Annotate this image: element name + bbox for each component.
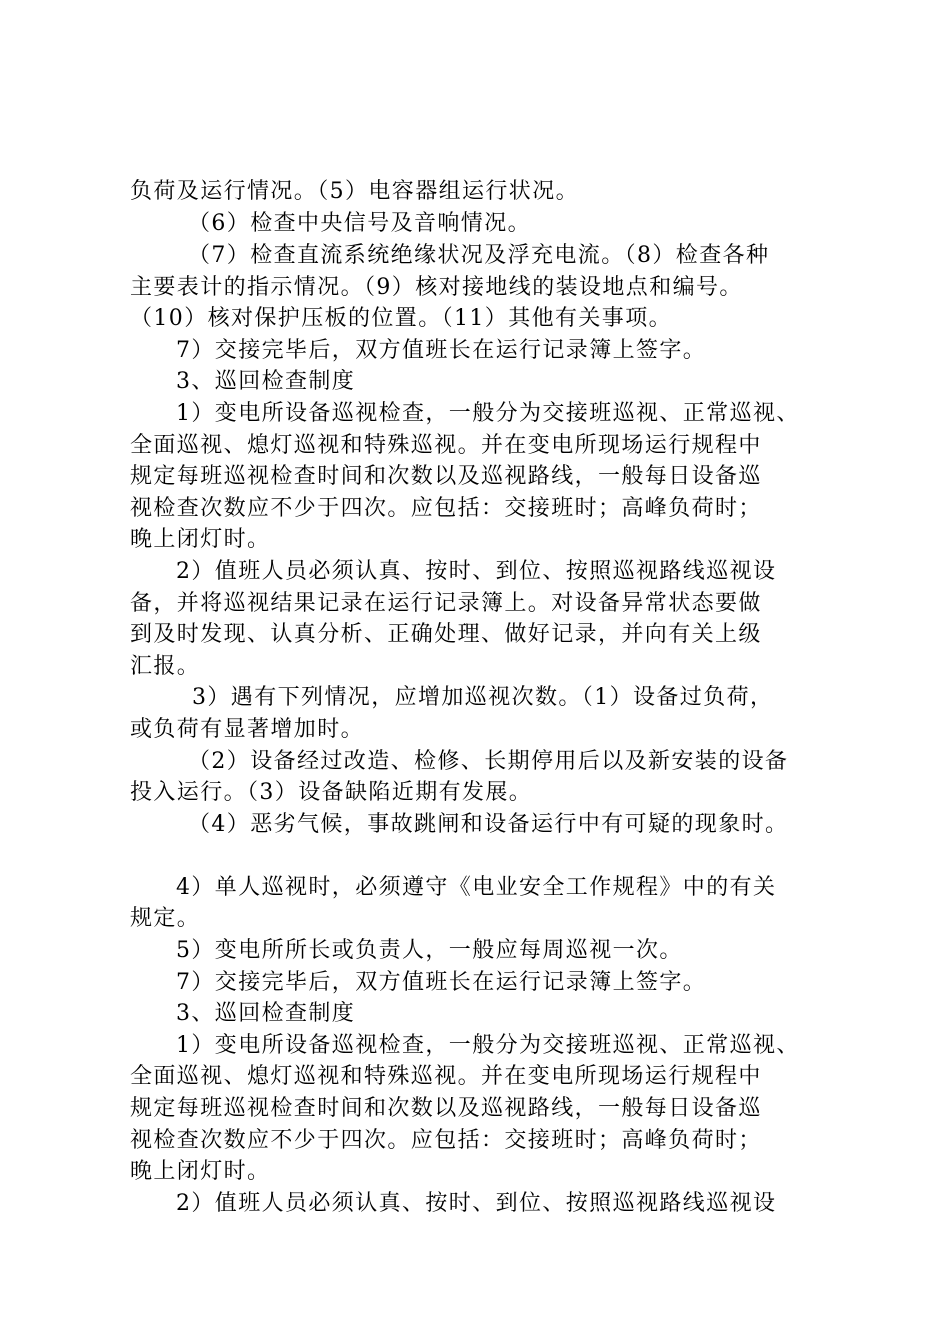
text-line: 负荷及运行情况。（5）电容器组运行状况。 [130,179,579,204]
text-line: 2）值班人员必须认真、按时、到位、按照巡视路线巡视设 [176,559,777,584]
text-line: 3）遇有下列情况，应增加巡视次数。（1）设备过负荷， [192,685,774,710]
text-line: 视检查次数应不少于四次。应包括：交接班时；高峰负荷时； [130,496,762,521]
text-line: （6）检查中央信号及音响情况。 [188,211,531,236]
text-line: 1）变电所设备巡视检查，一般分为交接班巡视、正常巡视、 [176,1033,800,1058]
text-line: 备，并将巡视结果记录在运行记录簿上。对设备异常状态要做 [130,591,762,616]
text-line: 规定。 [130,906,201,931]
text-line: 主要表计的指示情况。（9）核对接地线的装设地点和编号。 [130,275,743,300]
text-line: 5）变电所所长或负责人，一般应每周巡视一次。 [176,938,683,963]
text-line: 规定每班巡视检查时间和次数以及巡视路线，一般每日设备巡 [130,1096,762,1121]
text-line: 4）单人巡视时，必须遵守《电业安全工作规程》中的有关 [176,875,777,900]
text-line: 全面巡视、熄灯巡视和特殊巡视。并在变电所现场运行规程中 [130,1064,762,1089]
section-heading: 3、巡回检查制度 [176,1001,356,1026]
text-line: （2）设备经过改造、检修、长期停用后以及新安装的设备 [188,749,789,774]
text-line: 或负荷有显著增加时。 [130,717,365,742]
text-line: 汇报。 [130,654,201,679]
section-heading: 3、巡回检查制度 [176,369,356,394]
text-line: （10）核对保护压板的位置。（11）其他有关事项。 [130,306,672,331]
text-line: （7）检查直流系统绝缘状况及浮充电流。（8）检查各种 [188,243,770,268]
text-line: 全面巡视、熄灯巡视和特殊巡视。并在变电所现场运行规程中 [130,433,762,458]
text-line: 7）交接完毕后，双方值班长在运行记录簿上签字。 [176,338,707,363]
text-line: 到及时发现、认真分析、正确处理、做好记录，并向有关上级 [130,622,762,647]
text-line: 7）交接完毕后，双方值班长在运行记录簿上签字。 [176,970,707,995]
text-line: 晚上闭灯时。 [130,527,271,552]
text-line: 投入运行。（3）设备缺陷近期有发展。 [130,780,533,805]
text-line: 晚上闭灯时。 [130,1159,271,1184]
text-line: 规定每班巡视检查时间和次数以及巡视路线，一般每日设备巡 [130,464,762,489]
text-line: 1）变电所设备巡视检查，一般分为交接班巡视、正常巡视、 [176,401,800,426]
text-line: 视检查次数应不少于四次。应包括：交接班时；高峰负荷时； [130,1128,762,1153]
text-line: 2）值班人员必须认真、按时、到位、按照巡视路线巡视设 [176,1191,777,1216]
text-line: （4）恶劣气候，事故跳闸和设备运行中有可疑的现象时。 [188,812,789,837]
